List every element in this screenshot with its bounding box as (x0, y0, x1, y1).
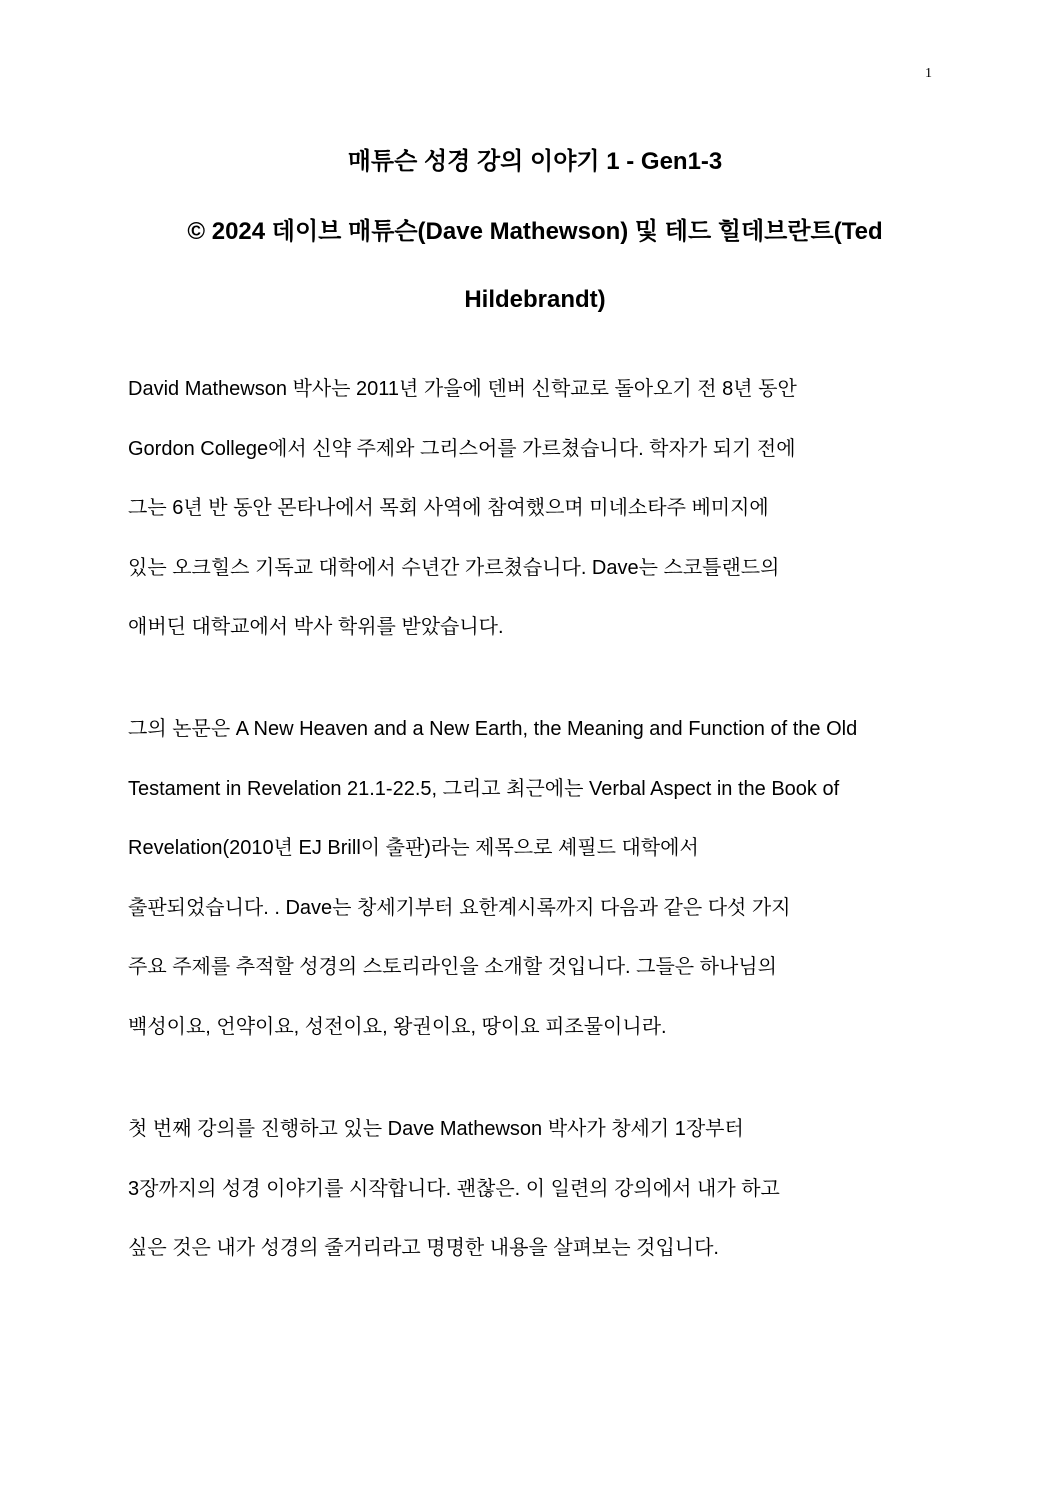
page-number: 1 (925, 66, 932, 81)
paragraph-line: 백성이요, 언약이요, 성전이요, 왕권이요, 땅이요 피조물이니라. (128, 1015, 667, 1038)
title-line-2: © 2024 데이브 매튜슨(Dave Mathewson) 및 테드 힐데브란트(Ted (187, 218, 883, 245)
paragraph-line: 그는 6년 반 동안 몬타나에서 목회 사역에 참여했으며 미네소타주 베미지에 (128, 497, 769, 520)
paragraph-lecture-intro (128, 1100, 918, 1279)
paragraph-line: 그의 논문은 A New Heaven and a New Earth, the Meaning and Function of the Old (128, 718, 858, 740)
paragraph-line: 3장까지의 성경 이야기를 시작합니다. 괜찮은. 이 일련의 강의에서 내가 하고 (128, 1177, 780, 1200)
paragraph-line: Gordon College에서 신약 주제와 그리스어를 가르쳤습니다. 학자가 되기 전에 (128, 437, 796, 460)
paragraph-line: 있는 오크힐스 기독교 대학에서 수년간 가르쳤습니다. Dave는 스코틀랜드의 (128, 556, 780, 579)
paragraph-line: 출판되었습니다. . Dave는 창세기부터 요한계시록까지 다음과 같은 다섯 가지 (128, 896, 791, 919)
paragraph-line: 첫 번째 강의를 진행하고 있는 Dave Mathewson 박사가 창세기 1장부터 (128, 1118, 744, 1140)
paragraph-line: 애버딘 대학교에서 박사 학위를 받았습니다. (128, 616, 504, 639)
paragraph-publications (128, 700, 918, 1058)
paragraph-line: Testament in Revelation 21.1-22.5, 그리고 최근에는 Verbal Aspect in the Book of (128, 777, 840, 800)
title-line-1: 매튜슨 성경 강의 이야기 1 - Gen1-3 (347, 148, 723, 175)
paragraph-bio (128, 360, 918, 658)
paragraph-line: 싶은 것은 내가 성경의 줄거리라고 명명한 내용을 살펴보는 것입니다. (128, 1237, 719, 1260)
paragraph-line: David Mathewson 박사는 2011년 가을에 덴버 신학교로 돌아오기 전 8년 동안 (128, 378, 797, 400)
paragraph-line: Revelation(2010년 EJ Brill이 출판)라는 제목으로 셰필드 대학에서 (128, 837, 699, 860)
title-line-3: Hildebrandt) (464, 286, 606, 313)
paragraph-line: 주요 주제를 추적할 성경의 스토리라인을 소개할 것입니다. 그들은 하나님의 (128, 956, 777, 979)
document-title (110, 128, 960, 334)
